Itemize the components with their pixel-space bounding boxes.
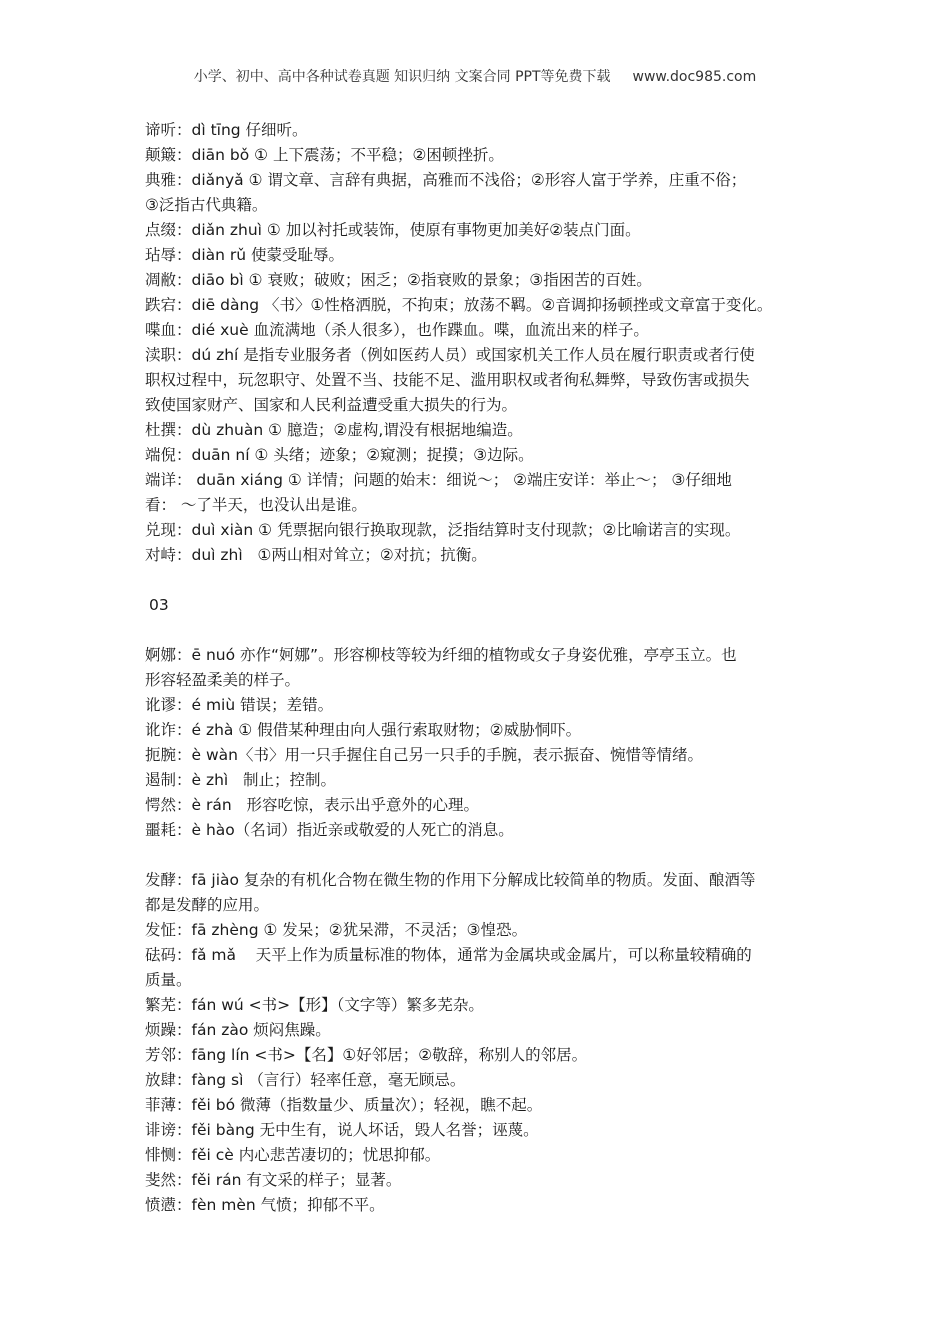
entry-line: 噩耗：è hào（名词）指近亲或敬爱的人死亡的消息。 <box>145 821 514 839</box>
entry-line: 烦躁：fán zào 烦闷焦躁。 <box>145 1021 331 1039</box>
entry-line: 发怔：fā zhèng ① 发呆；②犹呆滞，不灵活；③惶恐。 <box>145 921 528 939</box>
header-site-url: www.doc985.com <box>632 69 757 85</box>
entry-line: 扼腕：è wàn〈书〉用一只手握住自己另一只手的手腕，表示振奋、惋惜等情绪。 <box>145 746 703 764</box>
entry-line: 斐然：fěi rán 有文采的样子；显著。 <box>145 1171 402 1189</box>
entry-line: 凋敝：diāo bì ① 衰败；破败；困乏；②指衰败的景象；③指困苦的百姓。 <box>145 271 652 289</box>
page-header <box>0 66 950 86</box>
entry-line: 菲薄：fěi bó 微薄（指数量少、质量次）；轻视，瞧不起。 <box>145 1096 543 1114</box>
entry-line: 端详： duān xiáng ① 详情；问题的始末：细说～； ②端庄安详：举止～； ③仔细地 <box>145 471 732 489</box>
entry-line: 兑现：duì xiàn ① 凭票据向银行换取现款，泛指结算时支付现款；②比喻诺言的实现。 <box>145 521 741 539</box>
entry-line: 放肆：fàng sì （言行）轻率任意，毫无顾忌。 <box>145 1071 466 1089</box>
entry-line: 都是发酵的应用。 <box>145 896 270 914</box>
entry-line: 愕然：è rán 形容吃惊，表示出乎意外的心理。 <box>145 796 479 814</box>
spacer <box>145 618 815 643</box>
entry-line: 讹谬：é miù 错误；差错。 <box>145 696 334 714</box>
entry-line: 点缀：diǎn zhuì ① 加以衬托或装饰，使原有事物更加美好②装点门面。 <box>145 221 641 239</box>
entry-line: 典雅：diǎnyǎ ① 谓文章、言辞有典据，高雅而不浅俗；②形容人富于学养，庄重不俗； <box>145 171 747 189</box>
entry-line: 繁芜：fán wú <书>【形】（文字等）繁多芜杂。 <box>145 996 484 1014</box>
header-text: 小学、初中、高中各种试卷真题 知识归纳 文案合同 PPT等免费下载 <box>193 69 611 85</box>
entry-line: 杜撰：dù zhuàn ① 臆造；②虚构,谓没有根据地编造。 <box>145 421 523 439</box>
entry-line: 遏制：è zhì 制止；控制。 <box>145 771 337 789</box>
entry-line: 职权过程中，玩忽职守、处置不当、技能不足、滥用职权或者徇私舞弊，导致伤害或损失 <box>145 371 750 389</box>
entry-line: 诽谤：fěi bàng 无中生有，说人坏话，毁人名誉；诬蔑。 <box>145 1121 539 1139</box>
entry-line: 悱恻：fěi cè 内心悲苦凄切的；忧思抑郁。 <box>145 1146 441 1164</box>
entry-line: 婀娜：ē nuó 亦作“妸娜”。形容柳枝等较为纤细的植物或女子身姿优雅，亭亭玉立。也 <box>145 646 737 664</box>
entry-line: 谛听：dì tīng 仔细听。 <box>145 121 308 139</box>
entry-line: 看： ～了半天，也没认出是谁。 <box>145 496 367 514</box>
spacer <box>145 843 815 868</box>
entry-line: 致使国家财产、国家和人民利益遭受重大损失的行为。 <box>145 396 518 414</box>
entry-line: 质量。 <box>145 971 192 989</box>
entry-line: 讹诈：é zhà ① 假借某种理由向人强行索取财物；②威胁恫吓。 <box>145 721 582 739</box>
entry-line: 芳邻：fāng lín <书>【名】①好邻居；②敬辞，称别人的邻居。 <box>145 1046 588 1064</box>
entry-line: 颠簸：diān bǒ ① 上下震荡；不平稳；②困顿挫折。 <box>145 146 504 164</box>
entry-line: 端倪：duān ní ① 头绪；迹象；②窥测；捉摸；③边际。 <box>145 446 534 464</box>
entry-line: 砝码：fǎ mǎ 天平上作为质量标准的物体，通常为金属块或金属片，可以称量较精确的 <box>145 946 752 964</box>
entry-line: 对峙：duì zhì ①两山相对耸立；②对抗；抗衡。 <box>145 546 487 564</box>
entry-line: 跌宕：diē dàng 〈书〉①性格洒脱，不拘束；放荡不羁。②音调抑扬顿挫或文章富于变化。 <box>145 296 773 314</box>
entry-line: 玷辱：diàn rǔ 使蒙受耻辱。 <box>145 246 345 264</box>
document-body <box>145 118 815 1218</box>
entry-line: 发酵：fā jiào 复杂的有机化合物在微生物的作用下分解成比较简单的物质。发面、酿酒等 <box>145 871 756 889</box>
entry-line: 愤懑：fèn mèn 气愤；抑郁不平。 <box>145 1196 385 1214</box>
entry-line: 形容轻盈柔美的样子。 <box>145 671 301 689</box>
entry-line: ③泛指古代典籍。 <box>145 196 268 214</box>
entry-line: 喋血：dié xuè 血流满地（杀人很多），也作蹀血。喋，血流出来的样子。 <box>145 321 649 339</box>
entry-line: 渎职：dú zhí 是指专业服务者（例如医药人员）或国家机关工作人员在履行职责或者行使 <box>145 346 755 364</box>
section-number: 03 <box>149 596 169 614</box>
spacer <box>145 568 815 593</box>
